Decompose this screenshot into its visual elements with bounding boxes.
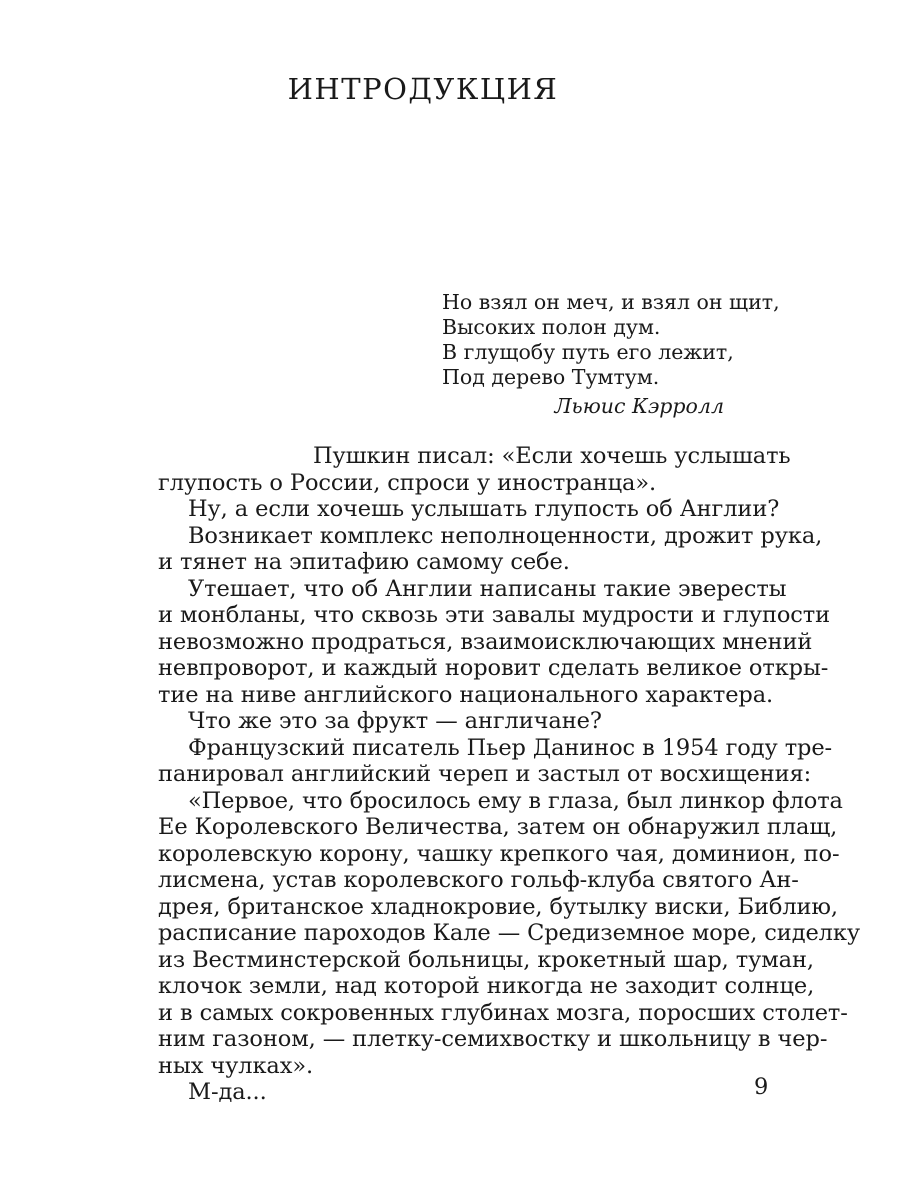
text-line: Возникает комплекс неполноценности, дрожит рука, — [188, 522, 823, 549]
text-line: и в самых сокровенных глубинах мозга, поросших столет- — [158, 999, 848, 1026]
text-line: Ну, а если хочешь услышать глупость об Англии? — [188, 496, 780, 522]
text-line: Что же это за фрукт — англичане? — [188, 708, 602, 734]
text-line: лисмена, устав королевского гольф-клуба святого Ан- — [158, 867, 799, 893]
text-line: Французский писатель Пьер Данинос в 1954 году тре- — [188, 734, 833, 761]
text-line: Утешает, что об Англии написаны такие эвересты — [188, 575, 787, 602]
text-line: клочок земли, над которой никогда не заходит солнце, — [158, 973, 815, 999]
text-line: «Первое, что бросилось ему в глаза, был линкор флота — [188, 787, 843, 814]
epigraph — [442, 290, 780, 419]
text-line: невпроворот, и каждый норовит сделать великое откры- — [158, 655, 829, 681]
text-line: тие на ниве английского национального характера. — [158, 681, 774, 708]
text-line: Пушкин писал: «Если хочешь услышать — [313, 443, 791, 469]
chapter-title: ИНТРОДУКЦИЯ — [287, 72, 559, 106]
text-line: и монбланы, что сквозь эти завалы мудрости и глупости — [158, 602, 831, 628]
text-line: ним газоном, — плетку-семихвостку и школьницу в чер- — [158, 1026, 828, 1052]
text-line: глупость о России, спроси у иностранца». — [158, 469, 657, 496]
text-line: и тянет на эпитафию самому себе. — [158, 549, 570, 575]
text-line: королевскую корону, чашку крепкого чая, доминион, по- — [158, 840, 840, 867]
text-line: дрея, британское хладнокровие, бутылку виски, Библию, — [158, 893, 838, 920]
epigraph-line: Высоких полон дум. — [442, 315, 661, 339]
text-line: ных чулках». — [158, 1052, 314, 1079]
epigraph-line: Под дерево Тумтум. — [442, 365, 660, 389]
text-line: невозможно продраться, взаимоисключающих мнений — [158, 628, 813, 655]
text-line: из Вестминстерской больницы, крокетный шар, туман, — [158, 946, 814, 973]
text-line: панировал английский череп и застыл от восхищения: — [158, 761, 812, 787]
epigraph-line: Но взял он меч, и взял он щит, — [442, 290, 780, 314]
text-line: М-да... — [188, 1079, 267, 1105]
body-text — [158, 443, 860, 1106]
text-line: расписание пароходов Кале — Средиземное море, сиделку — [158, 920, 860, 946]
epigraph-author: Льюис Кэрролл — [554, 394, 724, 418]
text-line: Ее Королевского Величества, затем он обнаружил плащ, — [158, 814, 838, 840]
page-number: 9 — [754, 1074, 769, 1100]
epigraph-line: В глущобу путь его лежит, — [442, 340, 734, 364]
